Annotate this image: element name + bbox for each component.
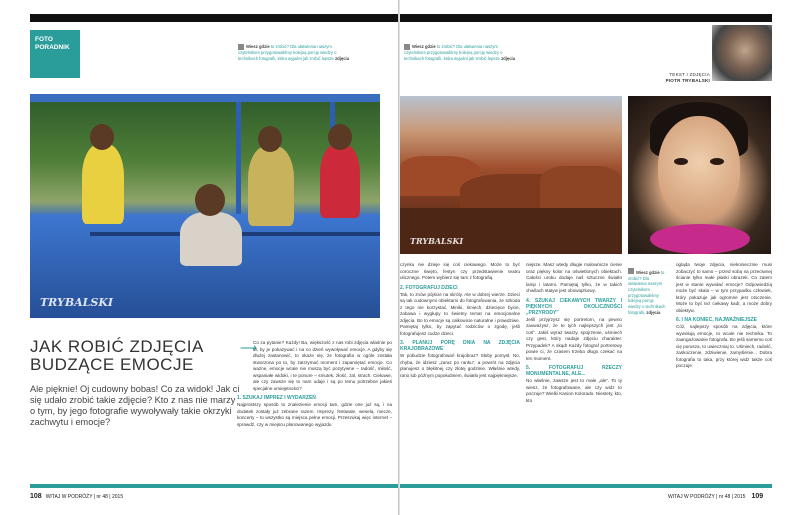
child-sitting: [180, 212, 242, 266]
portrait-face: [658, 116, 740, 220]
paragraph: Jeśli przyjrzysz się portretom, na pewno zauważysz, że te tych najlepszych jest „to coś”. Jakiś wyraz twarzy, spojrzenie, uśmiech czy gest, który nadaje zdjęciu charakter. Przypadek? A skąd! Każdy fotograf portretowy powie ci, że czasem trzeba długo czekać na ten moment.: [526, 316, 622, 361]
text-column-1: [237, 340, 392, 480]
article-headline: [30, 338, 240, 374]
blurb-right-text: to zrobić? Dla ułatwienia naszym czytelnikom przygotowaliśmy kolejną porcję wiedzy o technikach fotografii, która wyjaśni jak zrobić lepsze: [404, 44, 503, 61]
sidenote-lead: Wiesz gdzie: [636, 270, 660, 275]
child-standing: [248, 146, 294, 226]
footer-bar-left: [30, 484, 398, 488]
section-label: [30, 30, 80, 78]
child-head: [195, 184, 225, 216]
blurb-left-lead: Wiesz gdzie: [246, 44, 270, 50]
photo-canyon: [400, 96, 622, 254]
magazine-name-right: WITAJ W PODRÓŻY | nr 48 | 2015: [668, 494, 746, 500]
boat-pole: [236, 94, 241, 224]
top-bar-right: [400, 14, 772, 22]
subheading: 4. SZUKAJ CIEKAWYCH TWARZY I PIĘKNYCH OKOLICZNOŚCI „PRZYRODY”: [526, 297, 622, 316]
photo-watermark: TRYBALSKI: [40, 296, 114, 309]
arrow-right-icon: ⟶: [240, 341, 258, 355]
subheading: 3. PLANUJ PORĘ DNIA NA ZDJĘCIA KRAJOBRAZOWE: [400, 340, 520, 353]
photo-watermark: TRYBALSKI: [410, 236, 464, 246]
subheading: 2. FOTOGRAFUJ DZIECI: [400, 284, 458, 291]
footer-bar-right: [400, 484, 772, 488]
photo-girl-portrait: [628, 96, 771, 254]
portrait-necklace: [650, 224, 750, 254]
magazine-name-left: WITAJ W PODRÓŻY | nr 48 | 2015: [45, 494, 124, 500]
photo-children-boat: [30, 94, 380, 318]
paragraph: No właśnie, zawsze jest to małe „ale”. To ty wiesz, że fotografowane, ale czy widz to poczuje? Wielki Kanion Kolorado. Niestety, kto, kto: [526, 378, 622, 403]
headline-line2: BUDZĄCE EMOCJE: [30, 354, 194, 374]
blurb-left-end: zdjęcia: [335, 55, 350, 61]
section-line1: FOTO: [35, 36, 53, 43]
paragraph: niejsze. Masz wtedy długie malownicze cienie oraz piękny kolor na oświetlonych obiektach. Całości uroku dodaje naś sztuczne światło lamp i latarni. Pamiętaj tylko, że w takich chwilach statyw jest obowiązkowy.: [526, 262, 622, 294]
author-label: TEKST I ZDJĘCIA: [669, 72, 710, 77]
subheading: 6. I NA KONIEC, NAJWAŻNIEJSZE: [676, 317, 757, 324]
portrait-eye: [674, 158, 688, 165]
text-column-2: [400, 262, 520, 480]
child-red-shirt: [320, 144, 360, 218]
text-column-4: [676, 262, 772, 480]
author-photo: [712, 25, 772, 81]
folio-right: [668, 493, 763, 500]
child-head: [258, 126, 282, 152]
sidenote-box: [628, 268, 666, 315]
page-number-right: 109: [751, 493, 764, 500]
boat-roof: [30, 94, 380, 102]
blurb-left-text: to zrobić? Dla ułatwienia naszym czytelnikom przygotowaliśmy kolejną porcję wiedzy o technikach fotografii, która wyjaśni jak zrobić lepsze: [238, 44, 337, 61]
top-bar-left: [30, 14, 398, 22]
sidenote-end: zdjęcia: [646, 309, 661, 315]
blurb-right-end: zdjęcia: [501, 55, 516, 61]
blurb-right: [404, 44, 516, 61]
paragraph: Co za pytanie? Każdy! Ba, większość z nas robi zdjęcia właśnie po to, by je pokazywać i na co dzień wywoływać emocje. A gdyby się dłużej zastanowić, to okaże się, że fotografia w ogóle została stworzona po to, by zatrzymać moment i zapamiętać emocje. Co ważne, emocje wcale nie muszą być pozytywne – radość, miłość, wspaniałe widoki, i te ponure – smutek, złość, żal, strach. Ciekawe, ale czy zawsze się to nam udaje i są po temu potrzebne jakieś specjalne umiejętności?: [253, 340, 392, 391]
paragraph: Tak, to znów pójście na skróty. Ale w dobrej wierze. Dzieci są tak cudownymi obiektami do fotografowania, że szkoda z tego nie korzystać. Miniki, śmiech, dziecięce bycie, zabawa i wygłupy to świetny temat na emocjonalne zdjęcia. Bo to emocje są całkowicie naturalne i prawdziwe. Pamiętaj tylko, by zapytać rodziców o zgodę, jeśli fotografujesz cudze dzieci.: [400, 291, 520, 336]
blurb-left: [238, 44, 350, 61]
paragraph: Najprostszy sposób to znalezienie emocji tam, gdzie one już są, i na dodatek zostały już zebrane razem. Imprezy, festiwale, wesela, mecze, koncerty – to wszystko są miejsca pełne emocji. Przeszukaj więc internet – sprawdź, czy w miejscu planowanego wyjazdu: [237, 402, 392, 427]
section-line2: PORADNIK: [35, 44, 70, 52]
text-column-3: [526, 262, 622, 480]
subheading: 5. FOTOGRAFUJ RZECZY MONUMENTALNE, ALE...: [526, 365, 622, 378]
author-name: PIOTR TRYBALSKI: [665, 77, 710, 83]
child-yellow-shirt: [82, 144, 124, 224]
headline-line1: JAK ROBIĆ ZDJĘCIA: [30, 337, 204, 356]
paragraph: ogląda twoje zdjęcia, niekoniecznie musi zobaczyć to samo – przed sobą na przeciwnej ścianie tylko małe płaski obrazek. Co zatem jest w stanie wywołać emocje? Odpowiedzią może być skala – w tym przypadku człowiek, który pokazuje jak ogromne jest otoczenie. Może to być też ciekawy kadr, a może dobry obiektyw.: [676, 262, 772, 313]
child-head: [328, 124, 352, 150]
article-lead: Ale pięknie! Oj cudowny bobas! Co za widok! Jak ci się udało zrobić takie zdjęcie? Kto z nas nie marzy o tym, by jego fotografie wywoływały takie okrzyki zachwytu i emocje?: [30, 384, 240, 427]
folio-left: [30, 493, 123, 500]
portrait-eye: [710, 158, 724, 165]
child-head: [90, 124, 114, 150]
canyon-floor: [400, 208, 622, 254]
paragraph: czynku nie dzieje się coś ciekawego. Może to być coroczne święto, festyn czy przedstawienie teatru ulicznego. Potem wybierz się tam z fotografią.: [400, 262, 520, 281]
paragraph: Cóż, najlepszy sposób na zdjęcia, które wywołują emocje, to wcale nie technika. To zaangażowanie fotografa. Bo jeśli samemu coś cię porusza, to uwieczniaj to. Uśmiech, radość, zaskoczenie, zdziwienie, zamyślenie... Dobra fotografia to taka, przy której widz także coś poczuje.: [676, 324, 772, 369]
paragraph: W pobudzie fotografowań krajobraz? Słoby pomysł. No, chyba, że idziesz „zaraz po ranku”, a powrót na zdjęcia planujesz o błękitnej czy złotej godzinie. Właśnie wtedy, rano lub późnym popołudniem, światło jest najpiękniejsze.: [400, 353, 520, 378]
page-number-left: 108: [30, 493, 42, 500]
sidenote-text: to zrobić? Dla ułatwienia naszym czytelnikom przygotowaliśmy kolejną porcję wiedzy o technikach fotografii,: [628, 270, 666, 315]
info-icon: [628, 268, 634, 274]
author-credit: [632, 72, 710, 84]
subheading: 1. SZUKAJ IMPREZ I WYDARZEŃ: [237, 395, 316, 402]
blurb-right-lead: Wiesz gdzie: [412, 44, 436, 50]
